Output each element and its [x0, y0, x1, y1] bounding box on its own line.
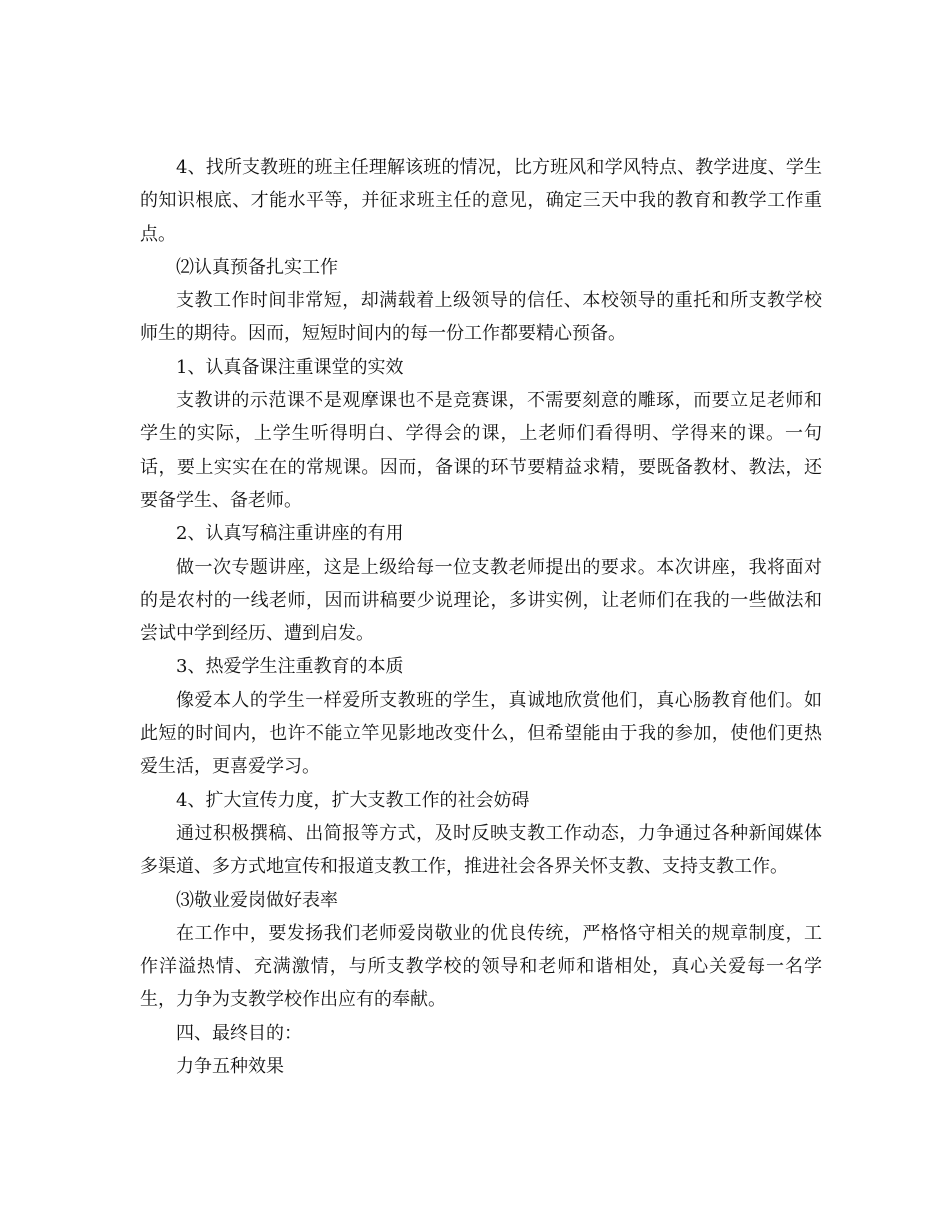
paragraph-1: 4、找所支教班的班主任理解该班的情况，比方班风和学风特点、教学进度、学生的知识根底、才能水平等，并征求班主任的意见，确定三天中我的教育和教学工作重点。 — [140, 157, 822, 245]
paragraph-2-heading: ⑵认真预备扎实工作 — [176, 256, 338, 278]
paragraph-14-heading: 四、最终目的： — [176, 1022, 302, 1044]
paragraph-15: 力争五种效果 — [176, 1056, 284, 1078]
paragraph-5: 支教讲的示范课不是观摩课也不是竞赛课，不需要刻意的雕琢，而要立足老师和学生的实际，上学生听得明白、学得会的课，上老师们看得明、学得来的课。一句话，要上实实在在的常规课。因而，备课的环节要精益求精，要既备教材、教法，还要备学生、备老师。 — [140, 390, 822, 511]
paragraph-7: 做一次专题讲座，这是上级给每一位支教老师提出的要求。本次讲座，我将面对的是农村的一线老师，因而讲稿要少说理论，多讲实例，让老师们在我的一些做法和尝试中学到经历、遭到启发。 — [140, 556, 822, 645]
paragraph-13: 在工作中，要发扬我们老师爱岗敬业的优良传统，严格恪守相关的规章制度，工作洋溢热情、充满激情，与所支教学校的领导和老师和谐相处，真心关爱每一名学生，力争为支教学校作出应有的奉献。 — [140, 922, 822, 1011]
paragraph-3: 支教工作时间非常短，却满载着上级领导的信任、本校领导的重托和所支教学校师生的期待。因而，短短时间内的每一份工作都要精心预备。 — [140, 290, 822, 345]
paragraph-6-heading: 2、认真写稿注重讲座的有用 — [176, 523, 404, 545]
paragraph-4-heading: 1、认真备课注重课堂的实效 — [176, 356, 404, 378]
paragraph-8-heading: 3、热爱学生注重教育的本质 — [176, 656, 404, 678]
paragraph-10-heading: 4、扩大宣传力度，扩大支教工作的社会妨碍 — [176, 789, 530, 811]
paragraph-11: 通过积极撰稿、出简报等方式，及时反映支教工作动态，力争通过各种新闻媒体多渠道、多方式地宣传和报道支教工作，推进社会各界关怀支教、支持支教工作。 — [140, 822, 822, 878]
paragraph-12-heading: ⑶敬业爱岗做好表率 — [176, 889, 338, 911]
paragraph-9: 像爱本人的学生一样爱所支教班的学生，真诚地欣赏他们，真心肠教育他们。如此短的时间内，也许不能立竿见影地改变什么，但希望能由于我的参加，使他们更热爱生活，更喜爱学习。 — [140, 689, 822, 778]
